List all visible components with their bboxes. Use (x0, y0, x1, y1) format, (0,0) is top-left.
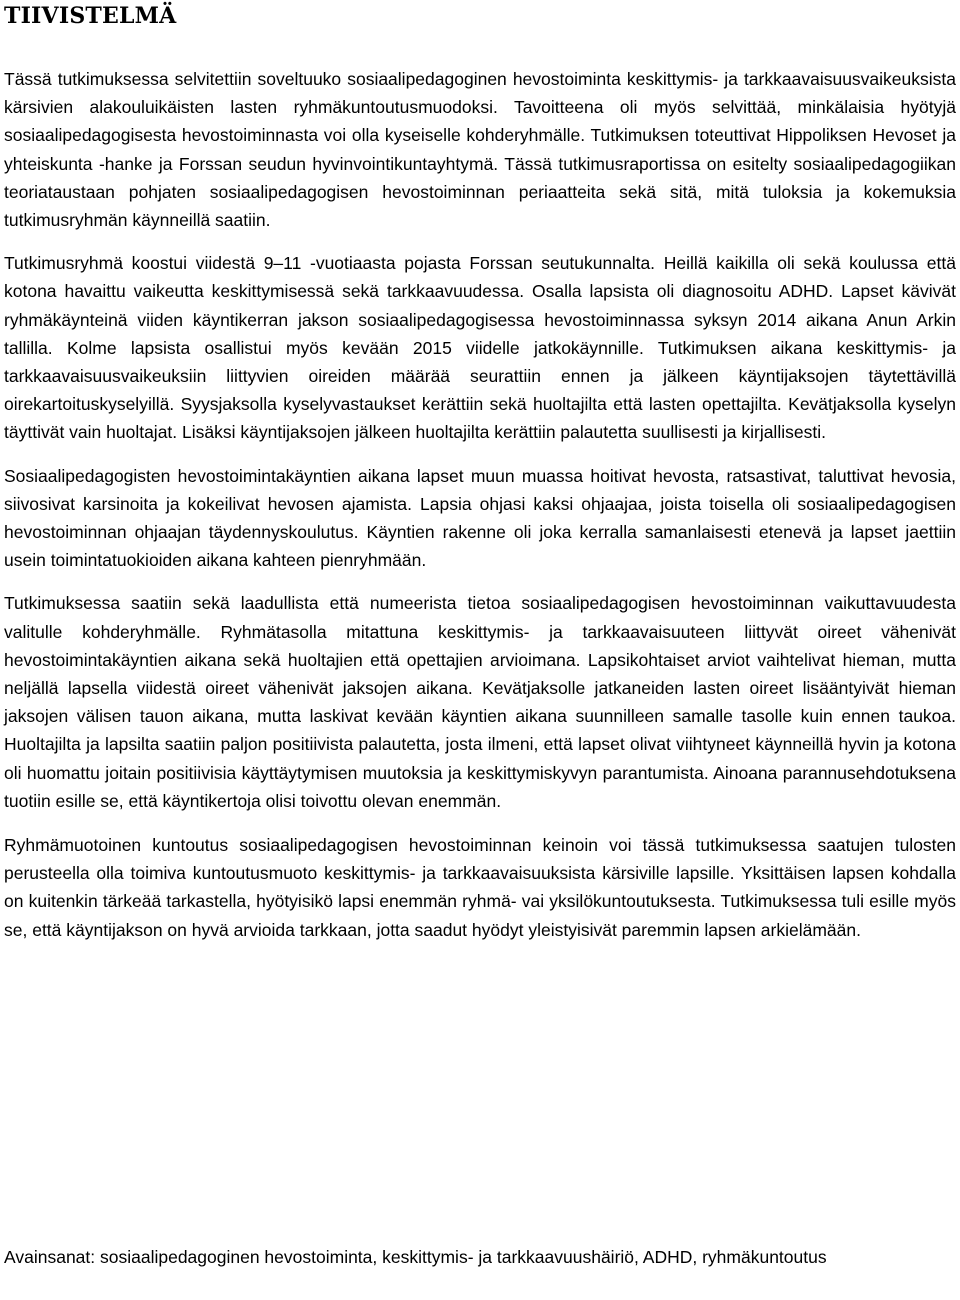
abstract-paragraph-5: Ryhmämuotoinen kuntoutus sosiaalipedagogisen hevostoiminnan keinoin voi tässä tutkimuksessa saatujen tulosten perusteella olla toimiva kuntoutusmuoto keskittymis- ja tarkkaavaisuuksista kärsiville lapsille. Yksittäisen lapsen kohdalla on kuitenkin tärkeää tarkastella, hyötyisikö lapsi enemmän ryhmä- vai yksilökuntoutuksesta. Tutkimuksessa tuli esille myös se, että käyntijakson on hyvä arvioida tarkkaan, jotta saadut hyödyt yleistyisivät paremmin lapsen arkielämään. (4, 835, 956, 940)
abstract-paragraph-4: Tutkimuksessa saatiin sekä laadullista että numeerista tietoa sosiaalipedagogisen hevostoiminnan vaikuttavuudesta valitulle kohderyhmälle. Ryhmätasolla mitattuna keskittymis- ja tarkkaavaisuuteen liittyvät oireet vähenivät hevostoimintakäyntien aikana sekä huoltajien että opettajien arvioimana. Lapsikohtaiset arviot vaihtelivat hieman, mutta neljällä lapsella viidestä oireet vähenivät jaksojen aikana. Kevätjaksolle jatkaneiden lasten oireet lisääntyivät hieman jaksojen välisen tauon aikana, mutta laskivat kevään käyntien aikana suunnilleen samalle tasolle kuin ennen taukoa. Huoltajilta ja lapsilta saatiin paljon positiivista palautetta, josta ilmeni, että lapset olivat viihtyneet käynneillä hyvin ja kotona oli huomattu joitain positiivisia käyttäytymisen muutoksia ja keskittymiskyvyn parantumista. Ainoana parannusehdotuksena tuotiin esille se, että käyntikertoja olisi toivottu olevan enemmän. (4, 593, 956, 811)
abstract-paragraph-2: Tutkimusryhmä koostui viidestä 9–11 -vuotiaasta pojasta Forssan seutukunnalta. Heillä kaikilla oli sekä koulussa että kotona havaittu vaikeutta keskittymisessä sekä tarkkaavuudessa. Osalla lapsista oli diagnosoitu ADHD. Lapset kävivät ryhmäkäynteinä viiden käyntikerran jakson sosiaalipedagogisessa hevostoiminnassa syksyn 2014 aikana Anun Arkin tallilla. Kolme lapsista osallistui myös kevään 2015 viidelle jatkokäynnille. Tutkimuksen aikana keskittymis- ja tarkkaavaisuusvaikeuksiin liittyvien oireiden määrää seurattiin ennen ja jälkeen käyntijaksojen täytettävillä oirekartoituskyselyillä. Syysjaksolla kyselyvastaukset kerättiin sekä huoltajilta että lasten opettajilta. Kevätjaksolla kyselyn täyttivät vain huoltajat. Lisäksi käyntijaksojen jälkeen huoltajilta kerättiin palautetta suullisesti ja kirjallisesti. (4, 253, 956, 443)
abstract-paragraph-3: Sosiaalipedagogisten hevostoimintakäyntien aikana lapset muun muassa hoitivat hevosta, ratsastivat, taluttivat hevosia, siivosivat karsinoita ja kokeilivat hevosen ajamista. Lapsia ohjasi kaksi ohjaajaa, joista toisella oli sosiaalipedagogisen hevostoiminnan ohjaajan täydennyskoulutus. Käyntien rakenne oli joka kerralla samanlaisesti etenevä ja lapset jaettiin usein toimintatuokioiden aikana kahteen pienryhmään. (4, 465, 956, 571)
document-page (4, 0, 956, 1267)
keywords-line: Avainsanat: sosiaalipedagoginen hevostoiminta, keskittymis- ja tarkkaavuushäiriö, ADHD, ryhmäkuntoutus (4, 1247, 827, 1267)
abstract-paragraph-1: Tässä tutkimuksessa selvitettiin soveltuuko sosiaalipedagoginen hevostoiminta keskittymis- ja tarkkaavaisuusvaikeuksista kärsivien alakouluikäisten lasten ryhmäkuntoutusmuodoksi. Tavoitteena oli myös selvittää, minkälaisia hyötyjä sosiaalipedagogisesta hevostoiminnasta voi olla kyseiselle kohderyhmälle. Tutkimuksen toteuttivat Hippoliksen Hevoset ja yhteiskunta -hanke ja Forssan seudun hyvinvointikuntayhtymä. Tässä tutkimusraportissa on esitelty sosiaalipedagogiikan teoriataustaan pohjaten sosiaalipedagogisen hevostoiminnan periaatteita sekä sitä, mitä tuloksia ja kokemuksia tutkimusryhmän käynneillä saatiin. (4, 69, 956, 231)
page-title: TIIVISTELMÄ (4, 3, 177, 29)
